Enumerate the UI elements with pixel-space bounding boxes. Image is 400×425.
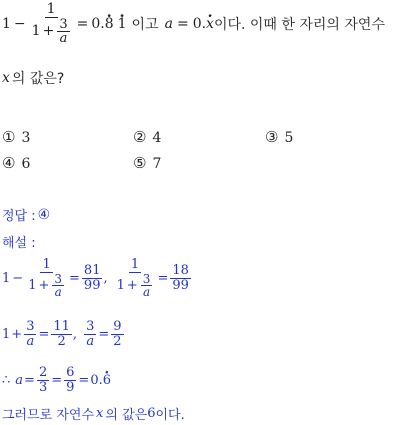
q-main-fraction xyxy=(30,2,73,46)
q-equals-2: = xyxy=(176,15,189,32)
q-inner-plus: + xyxy=(42,23,55,40)
e3-repeating-value xyxy=(90,373,111,388)
e1-rb-den: 99 xyxy=(172,277,189,293)
q-inner-one: 1 xyxy=(31,23,41,40)
explanation-label-text: 해설 : xyxy=(2,236,36,251)
e1-fa-inner-one: 1 xyxy=(28,277,37,293)
choice-4[interactable] xyxy=(2,154,30,172)
e1-comma: , xyxy=(103,270,108,286)
e2-ra-num: 11 xyxy=(53,319,70,334)
e2-ra-den: 2 xyxy=(57,333,66,349)
e1-fb-inner-den: a xyxy=(143,285,151,300)
choice-1-mark: ① xyxy=(2,128,16,146)
e2-comma: , xyxy=(72,326,78,342)
e3-f2-den: 9 xyxy=(66,379,75,395)
e2-result-b xyxy=(111,320,123,348)
e2-rb-num: 9 xyxy=(113,319,122,334)
q-main-fraction-denominator xyxy=(30,18,73,46)
e2-fb-num: 3 xyxy=(86,319,95,334)
choice-2-value: 4 xyxy=(152,130,162,146)
choice-3[interactable] xyxy=(265,128,293,146)
e1-fb-num: 1 xyxy=(130,257,140,272)
e3-fraction-2 xyxy=(64,366,76,394)
explanation-line-2 xyxy=(2,320,125,348)
e1-fa-inner-frac xyxy=(52,273,64,299)
choice-1-value: 3 xyxy=(21,130,31,146)
explanation-line-3 xyxy=(2,366,111,394)
conclusion-var-x: x xyxy=(96,406,104,421)
answer-line xyxy=(2,205,50,224)
e1-one: 1 xyxy=(2,270,11,286)
e1-b-eq: = xyxy=(157,270,169,286)
choice-1[interactable] xyxy=(2,128,30,146)
e1-fb-inner-frac xyxy=(141,273,153,299)
answer-mark: ④ xyxy=(37,206,51,223)
choice-2-mark: ② xyxy=(133,128,147,146)
e3-f1-den: 3 xyxy=(38,379,48,395)
e1-ra-den: 99 xyxy=(83,277,101,293)
explanation-label xyxy=(2,232,36,251)
q-repeating-value-2 xyxy=(193,16,214,32)
q-main-fraction-numerator: 1 xyxy=(46,1,56,17)
e1-result-b xyxy=(170,264,191,292)
e2-fraction-b xyxy=(84,320,96,348)
q-var-a: a xyxy=(164,15,173,32)
e2-fa-den: a xyxy=(26,333,35,349)
q-repeat-var-x: · x xyxy=(206,16,214,32)
e2-fa-num: 3 xyxy=(26,319,35,334)
e3-fraction-1 xyxy=(37,366,49,394)
q-value2-lead: 0. xyxy=(192,15,207,32)
q-inner-denominator: a xyxy=(59,31,68,47)
e3-f2-num: 6 xyxy=(66,365,75,380)
e3-f1-num: 2 xyxy=(38,365,48,380)
e3-eq1: = xyxy=(24,372,35,388)
e3-therefore: ∴ xyxy=(2,372,11,388)
e2-b-eq: = xyxy=(98,326,110,342)
q-minus: − xyxy=(13,15,26,32)
q-inner-numerator: 3 xyxy=(59,16,68,32)
e1-fb-inner-one: 1 xyxy=(116,277,125,293)
q-repeating-value xyxy=(91,16,126,32)
e1-fa-inner-num: 3 xyxy=(54,271,63,286)
e1-fb-inner-num: 3 xyxy=(142,271,151,286)
q-inner-fraction xyxy=(57,18,69,46)
q2-var-x: x xyxy=(2,70,10,86)
e2-eq: = xyxy=(38,326,50,342)
e2-fraction-a xyxy=(24,320,36,348)
e1-rb-num: 18 xyxy=(172,263,189,279)
e1-fb-plus: + xyxy=(126,277,138,293)
e1-fa-num: 1 xyxy=(42,257,51,272)
choice-3-mark: ③ xyxy=(265,128,279,146)
q-text-tail: 이다. 이때 한 자리의 자연수 xyxy=(213,16,385,33)
e2-rb-den: 2 xyxy=(113,333,122,349)
question-line-1 xyxy=(2,2,385,46)
e1-fraction-b xyxy=(115,258,156,299)
e2-result-a xyxy=(51,320,72,348)
e1-fa-den xyxy=(26,273,67,299)
conclusion-text-2: 의 값은 xyxy=(105,408,148,423)
e1-result-a xyxy=(82,264,103,292)
e1-minus: − xyxy=(12,270,24,286)
e1-fb-den xyxy=(115,273,156,299)
conclusion-line xyxy=(2,404,185,423)
q-value-lead: 0. xyxy=(91,15,105,32)
choice-5-value: 7 xyxy=(152,156,162,172)
conclusion-value: 6 xyxy=(147,406,156,421)
q-repeat-digit-2: · 1 xyxy=(118,16,127,32)
e3-repeat-digit: · 6 xyxy=(103,373,111,388)
choice-5-mark: ⑤ xyxy=(133,154,147,172)
e3-var-a: a xyxy=(15,372,24,388)
e3-eq2: = xyxy=(51,372,63,388)
e3-eq3: = xyxy=(78,372,90,388)
e1-fa-inner-den: a xyxy=(54,285,62,300)
choice-4-mark: ④ xyxy=(2,154,16,172)
e2-fb-den: a xyxy=(86,333,95,349)
choice-4-value: 6 xyxy=(21,156,31,172)
conclusion-text-1: 그러므로 자연수 xyxy=(2,408,95,423)
choice-3-value: 5 xyxy=(284,130,294,146)
e1-fraction-a xyxy=(26,258,67,299)
q-one: 1 xyxy=(2,15,11,32)
e1-eq: = xyxy=(69,270,80,286)
e2-plus: + xyxy=(11,326,23,342)
choice-5[interactable] xyxy=(133,154,161,172)
e2-one: 1 xyxy=(2,326,11,342)
explanation-line-1 xyxy=(2,258,192,299)
answer-label: 정답 : xyxy=(2,209,36,224)
q-repeat-digit-1: · 8 xyxy=(105,16,114,32)
question-line-2 xyxy=(2,68,64,88)
conclusion-text-3: 이다. xyxy=(155,408,185,423)
e1-fa-plus: + xyxy=(38,277,50,293)
q-equals: = xyxy=(76,15,89,32)
e3-lead: 0. xyxy=(90,372,103,388)
choice-2[interactable] xyxy=(133,128,161,146)
q2-text: 의 값은? xyxy=(11,71,65,87)
e1-ra-num: 81 xyxy=(83,263,101,279)
q-connector: 이고 xyxy=(131,16,159,33)
